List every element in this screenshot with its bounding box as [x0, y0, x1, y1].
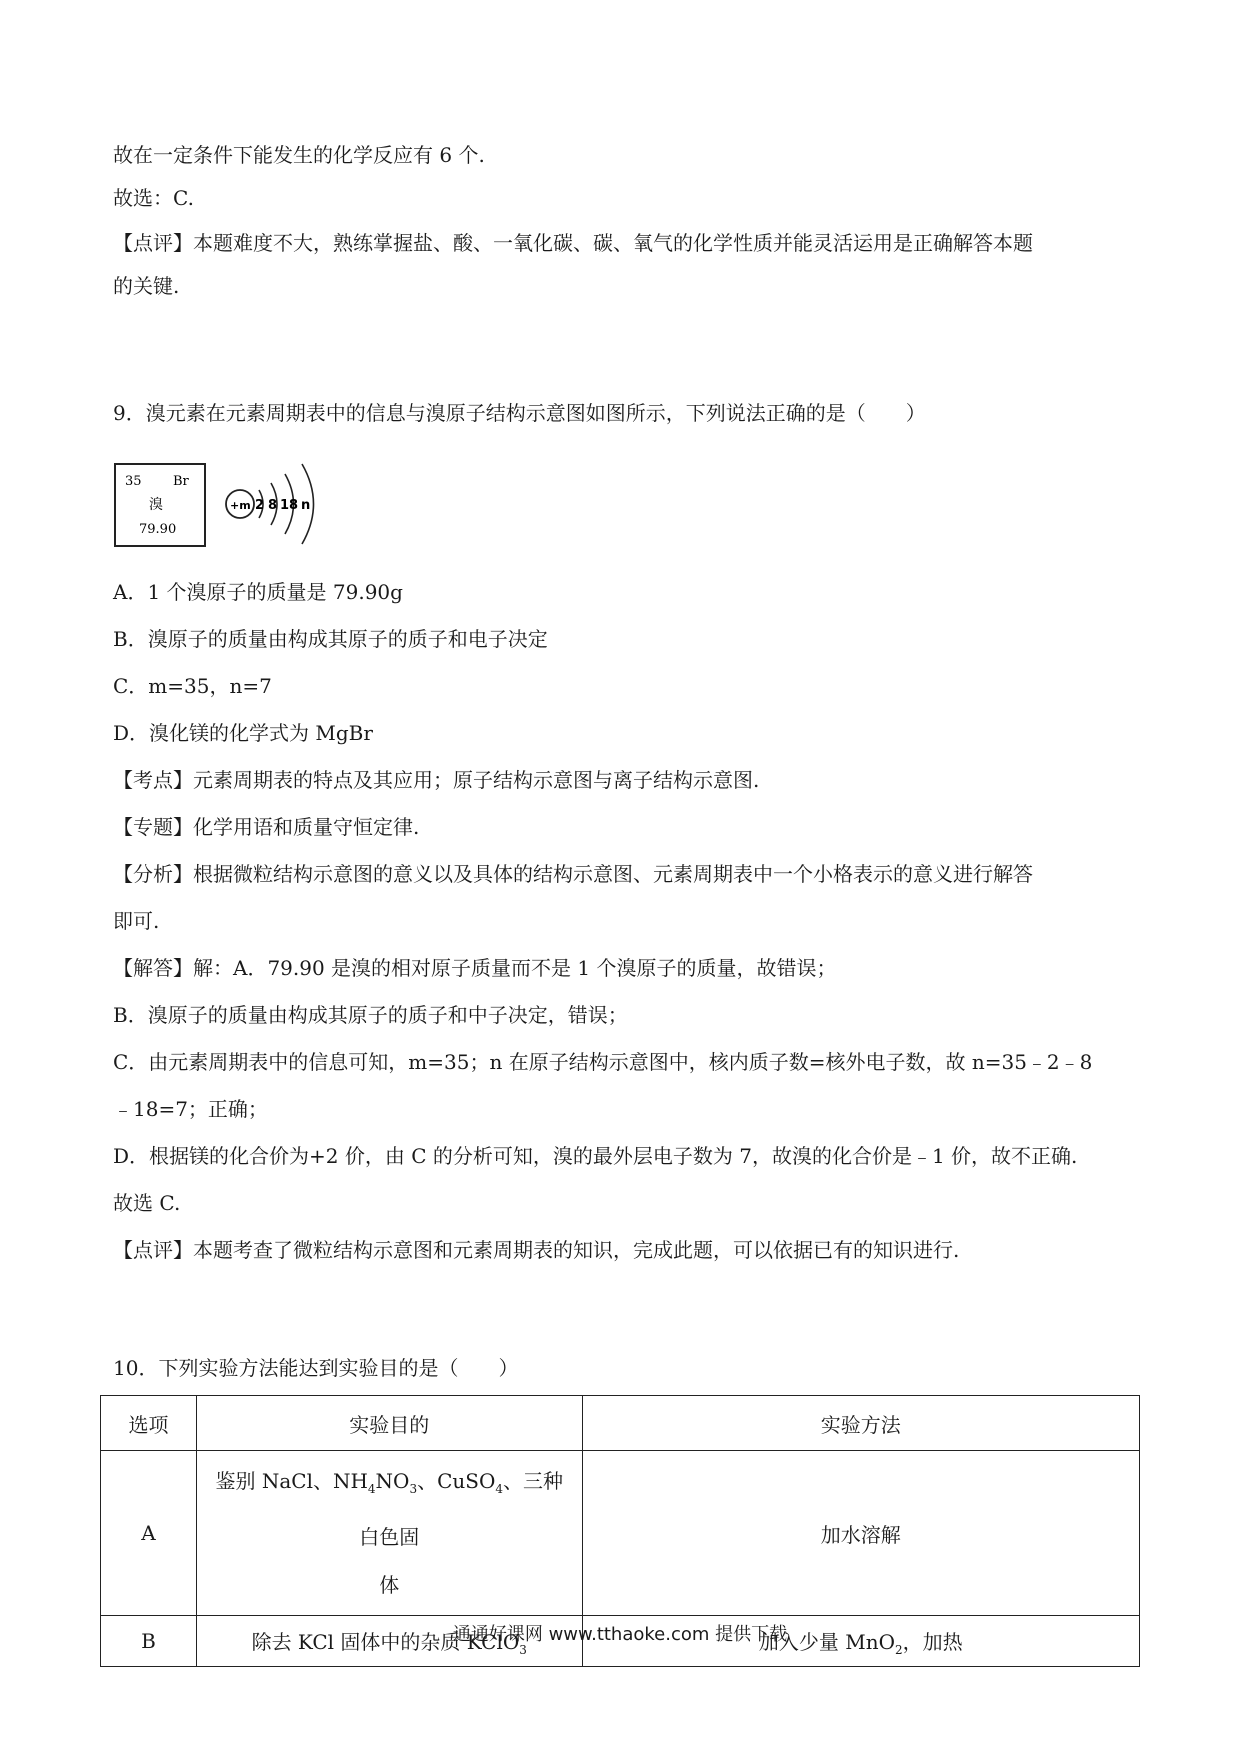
- table-header-row: [101, 1396, 1140, 1451]
- q9-jieda-c: C．由元素周期表中的信息可知，m=35；n 在原子结构示意图中，核内质子数=核外电子数，故 n=35﹣2﹣8: [113, 1050, 1093, 1074]
- q9-answer: 故选 C.: [113, 1191, 181, 1215]
- q9-dianping: 【点评】本题考查了微粒结构示意图和元素周期表的知识，完成此题，可以依据已有的知识进行.: [113, 1238, 960, 1262]
- row-b-option: B: [101, 1616, 197, 1667]
- q9-jieda-a: 【解答】解：A．79.90 是溴的相对原子质量而不是 1 个溴原子的质量，故错误；: [113, 956, 837, 980]
- nucleus-charge: +m: [230, 499, 251, 512]
- header-purpose: 实验目的: [196, 1396, 582, 1451]
- q9-zhuanti: 【专题】化学用语和质量守恒定律.: [113, 815, 420, 839]
- q9-option-a: A．1 个溴原子的质量是 79.90g: [113, 580, 403, 604]
- q10-stem: 10．下列实验方法能达到实验目的是（ ）: [113, 1356, 519, 1380]
- element-symbol: Br: [173, 474, 189, 489]
- element-mass: 79.90: [139, 522, 177, 537]
- q9-kaodian: 【考点】元素周期表的特点及其应用；原子结构示意图与离子结构示意图.: [113, 768, 760, 792]
- row-b-method: 加入少量 MnO$_2$，加热: [582, 1616, 1139, 1667]
- shell-count-2: 8: [268, 498, 278, 513]
- q9-option-d: D．溴化镁的化学式为 MgBr: [113, 721, 373, 745]
- page-footer: 通通好课网 www.tthaoke.com 提供下载: [452, 1624, 788, 1645]
- q9-jieda-b: B．溴原子的质量由构成其原子的质子和中子决定，错误；: [113, 1003, 628, 1027]
- bromine-diagram: [113, 450, 353, 560]
- q9-fenxi: 【分析】根据微粒结构示意图的意义以及具体的结构示意图、元素周期表中一个小格表示的意义进行解答: [113, 862, 1033, 886]
- q9-stem: 9．溴元素在元素周期表中的信息与溴原子结构示意图如图所示，下列说法正确的是（ ）: [113, 401, 926, 425]
- row-a-option: A: [101, 1451, 197, 1616]
- header-method: 实验方法: [582, 1396, 1139, 1451]
- row-b-purpose: 除去 KCl 固体中的杂质 KClO$_3$: [196, 1616, 582, 1667]
- row-a-method: 加水溶解: [582, 1451, 1139, 1616]
- q9-option-c: C．m=35，n=7: [113, 674, 272, 698]
- q9-figure: [113, 450, 353, 564]
- q9-jieda-d: D．根据镁的化合价为+2 价，由 C 的分析可知，溴的最外层电子数为 7，故溴的化合价是﹣1 价，故不正确.: [113, 1144, 1078, 1168]
- element-name: 溴: [149, 497, 163, 513]
- q9-option-b: B．溴原子的质量由构成其原子的质子和电子决定: [113, 627, 548, 651]
- shell-count-1: 2: [255, 498, 265, 513]
- q8-comment: 【点评】本题难度不大，熟练掌握盐、酸、一氧化碳、碳、氧气的化学性质并能灵活运用是正确解答本题: [113, 231, 1033, 255]
- q8-answer: 故选：C.: [113, 186, 194, 210]
- row-a-purpose: 鉴别 NaCl、$NH_4NO_3$、CuSO$_4$、三种白色固 体: [196, 1451, 582, 1616]
- q9-jieda-c-cont: ﹣18=7；正确；: [113, 1097, 268, 1121]
- header-option: 选项: [101, 1396, 197, 1451]
- shell-count-4: n: [301, 498, 311, 513]
- q9-fenxi-cont: 即可.: [113, 909, 160, 933]
- q8-conclusion: 故在一定条件下能发生的化学反应有 6 个.: [113, 143, 485, 167]
- table-row: [101, 1451, 1140, 1616]
- element-number: 35: [125, 474, 142, 489]
- shell-count-3: 18: [280, 498, 299, 513]
- q8-comment-cont: 的关键.: [113, 274, 180, 298]
